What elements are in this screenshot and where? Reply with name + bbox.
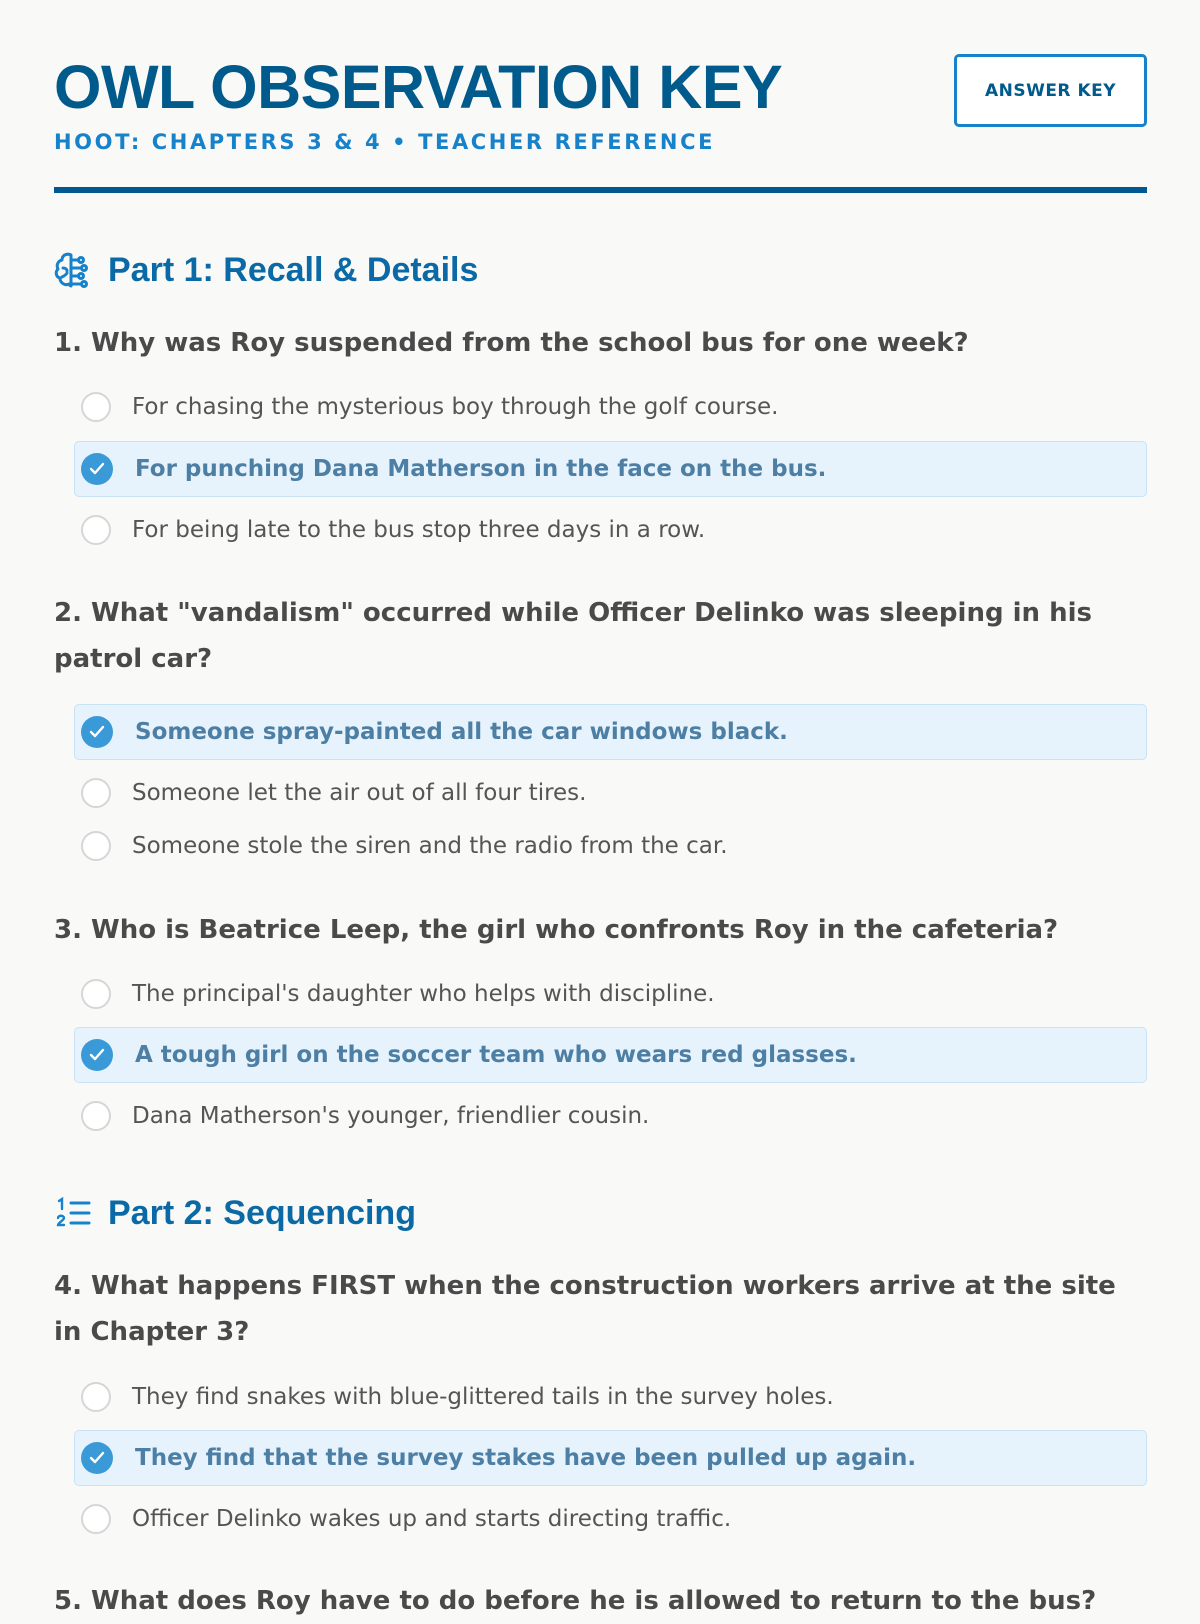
answer-option-correct[interactable] [74,1027,1147,1083]
checkmark-icon [81,1442,113,1474]
checkmark-icon [81,453,113,485]
option-text: They find snakes with blue-glittered tails in the survey holes. [132,1384,834,1410]
question-4: 4. What happens FIRST when the construction workers arrive at the site in Chapter 3? [54,1271,1116,1347]
question-3: 3. Who is Beatrice Leep, the girl who confronts Roy in the cafeteria? [54,915,1059,945]
radio-button[interactable] [81,1504,111,1534]
radio-button[interactable] [81,831,111,861]
option-text: Someone stole the siren and the radio from the car. [132,833,728,859]
section-header-part-1 [54,247,478,293]
option-text: They find that the survey stakes have been pulled up again. [135,1445,917,1471]
page-subtitle: HOOT: CHAPTERS 3 & 4 • TEACHER REFERENCE [54,130,716,154]
option-text: For being late to the bus stop three days in a row. [132,517,706,543]
option-text: A tough girl on the soccer team who wears red glasses. [135,1042,857,1068]
radio-button[interactable] [81,1382,111,1412]
question-1: 1. Why was Roy suspended from the school bus for one week? [54,328,969,358]
option-text: Officer Delinko wakes up and starts directing traffic. [132,1506,732,1532]
answer-option-correct[interactable] [74,441,1147,497]
option-text: Dana Matherson's younger, friendlier cousin. [132,1103,650,1129]
radio-button[interactable] [81,979,111,1009]
answer-option-correct[interactable] [74,704,1147,760]
question-2: 2. What "vandalism" occurred while Officer Delinko was sleeping in his patrol car? [54,598,1092,674]
page-title: OWL OBSERVATION KEY [54,53,783,121]
brain-icon [54,250,92,290]
answer-option[interactable] [74,1491,1147,1547]
answer-option[interactable] [74,1088,1147,1144]
section-title: Part 1: Recall & Details [108,250,479,289]
answer-option[interactable] [74,966,1147,1022]
option-text: Someone spray-painted all the car windows black. [135,719,788,745]
answer-key-page [54,0,1147,1616]
answer-option[interactable] [74,818,1147,874]
radio-button[interactable] [81,515,111,545]
answer-option-correct[interactable] [74,1430,1147,1486]
option-text: For punching Dana Matherson in the face on the bus. [135,456,827,482]
answer-option[interactable] [74,502,1147,558]
option-text: Someone let the air out of all four tires. [132,780,587,806]
answer-option[interactable] [74,765,1147,821]
checkmark-icon [81,1039,113,1071]
question-5: 5. What does Roy have to do before he is allowed to return to the bus? [54,1586,1097,1616]
option-text: For chasing the mysterious boy through the golf course. [132,394,779,420]
option-text: The principal's daughter who helps with discipline. [132,981,715,1007]
radio-button[interactable] [81,392,111,422]
radio-button[interactable] [81,1101,111,1131]
page-header [54,0,1147,193]
answer-option[interactable] [74,1369,1147,1425]
numbered-list-icon [54,1193,92,1233]
checkmark-icon [81,716,113,748]
answer-key-badge: ANSWER KEY [954,54,1147,127]
section-title: Part 2: Sequencing [108,1193,416,1232]
answer-option[interactable] [74,379,1147,435]
radio-button[interactable] [81,778,111,808]
section-header-part-2 [54,1190,416,1236]
